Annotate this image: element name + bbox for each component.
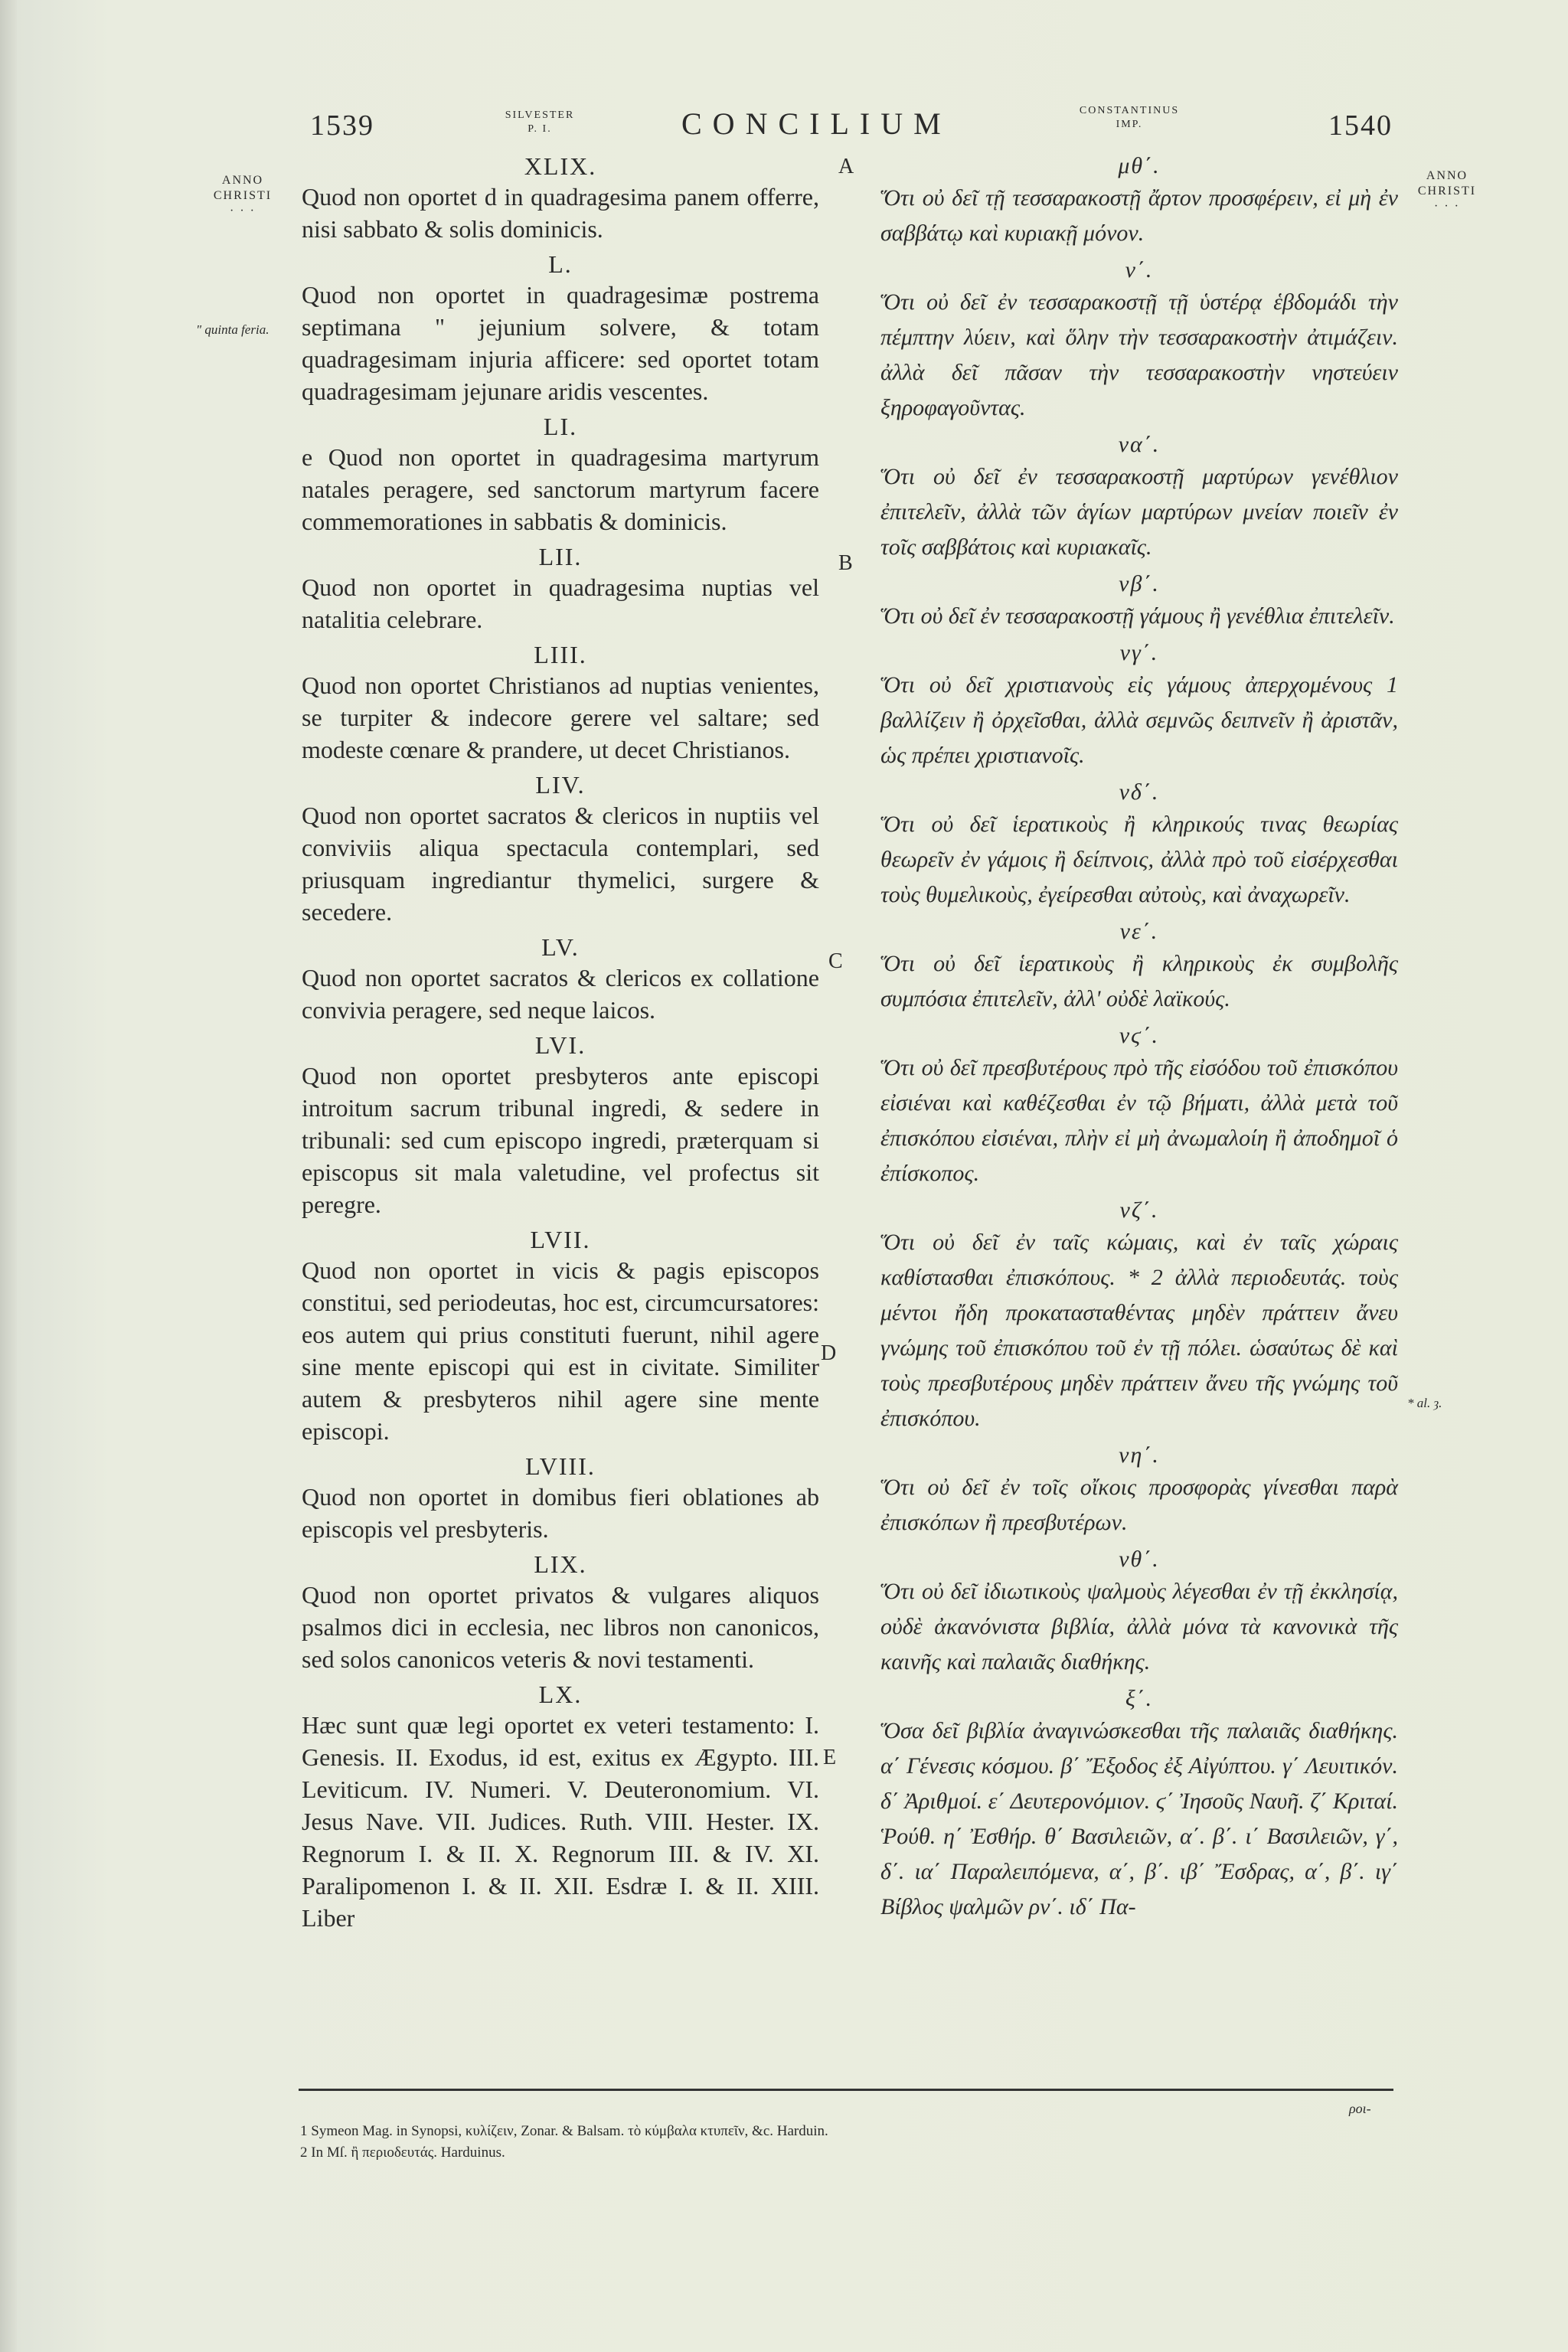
canon-59-greek	[880, 1545, 1398, 1680]
canon-58-greek	[880, 1441, 1398, 1540]
section-letter-c: C	[828, 949, 843, 973]
page-number-right: 1540	[1328, 109, 1393, 142]
christi-label: CHRISTI	[1417, 185, 1477, 198]
footnote-1: 1 Symeon Mag. in Synopsi, κυλίζειν, Zonar. & Balsam. τὸ κύμβαλα κτυπεῖν, &c. Harduin.	[300, 2123, 828, 2139]
canon-57-greek	[880, 1196, 1398, 1436]
footnotes	[300, 2121, 1395, 2164]
canon-text: Ὅτι οὐ δεῖ τῇ τεσσαρακοστῇ ἄρτον προσφέρειν, εἰ μὴ ἐν σαββάτῳ καὶ κυριακῇ μόνον.	[880, 185, 1398, 246]
canon-heading: LIV.	[535, 771, 586, 799]
canon-text: Quod non oportet in quadragesima nuptias vel natalitia celebrare.	[302, 573, 819, 633]
sidenote-left: " quinta feria.	[196, 322, 270, 337]
canon-text: Quod non oportet in quadragesimæ postrema septimana " jejunium solvere, & totam quadragesimam injuria afficere: sed oportet totam quadragesimam jejunare aridis vescentes.	[302, 281, 819, 405]
canon-heading: νϛ΄.	[1119, 1023, 1160, 1048]
canon-text: Ὅτι οὐ δεῖ ἐν ταῖς κώμαις, καὶ ἐν ταῖς χώραις καθίστασθαι ἐπισκόπους. * 2 ἀλλὰ περιοδευτάς. τοὺς μέντοι ἤδη προκατασταθέντας μηδὲν πράττειν ἄνευ γνώμης τοῦ ἐπισκόπου τοῦ ἐν τῇ πόλει. ὡσαύτως δὲ καὶ τοὺς πρεσβυτέρους μηδὲν πράττειν ἄνευ τῆς γνώμης τοῦ ἐπισκόπου.	[880, 1230, 1398, 1431]
canon-heading: ν΄.	[1125, 257, 1154, 283]
canon-49-latin	[302, 152, 819, 245]
canon-51-latin	[302, 412, 819, 537]
anno-label: ANNO	[1426, 169, 1468, 182]
canon-heading: LII.	[538, 543, 583, 570]
canon-text: Hæc sunt quæ legi oportet ex veteri testamento: I. Genesis. II. Exodus, id est, exitus ex Ægypto. III. Leviticum. IV. Numeri. V. Deuteronomium. VI. Jesus Nave. VII. Judices. Ruth. VIII. Hester. IX. Regnorum I. & II. X. Regnorum III. & IV. XI. Paralipomenon I. & II. XII. Esdræ I. & II. XIII. Liber	[302, 1711, 819, 1932]
canon-text: Ὅτι οὐ δεῖ πρεσβυτέρους πρὸ τῆς εἰσόδου τοῦ ἐπισκόπου εἰσιέναι καὶ καθέζεσθαι ἐν τῷ βήματι, ἀλλὰ μετὰ τοῦ ἐπισκόπου εἰσιέναι, πλὴν εἰ μὴ ἀνωμαλοίη ἢ ἀποδημοῖ ὁ ἐπίσκοπος.	[880, 1055, 1398, 1186]
canon-text: Ὅτι οὐ δεῖ ἱερατικοὺς ἢ κληρικούς τινας θεωρίας θεωρεῖν ἐν γάμοις ἢ δείπνοις, ἀλλὰ πρὸ τοῦ εἰσέρχεσθαι τοὺς θυμελικοὺς, ἐγείρεσθαι αὐτοὺς, καὶ ἀναχωρεῖν.	[880, 812, 1398, 907]
canon-text: Ὅτι οὐ δεῖ ἱερατικοὺς ἢ κληρικοὺς ἐκ συμβολῆς συμπόσια ἐπιτελεῖν, ἀλλ' οὐδὲ λαϊκούς.	[880, 951, 1398, 1011]
canon-58-latin	[302, 1452, 819, 1545]
canon-60-latin	[302, 1680, 819, 1934]
canon-55-greek	[880, 917, 1398, 1017]
section-letter-d: D	[821, 1341, 837, 1365]
canon-heading: νβ΄.	[1119, 571, 1160, 596]
canon-heading: LV.	[541, 933, 580, 961]
canon-text: Ὅτι οὐ δεῖ ἐν τοῖς οἴκοις προσφορὰς γίνεσθαι παρὰ ἐπισκόπων ἢ πρεσβυτέρων.	[880, 1475, 1398, 1535]
canon-59-latin	[302, 1550, 819, 1675]
margin-anno-right	[1409, 168, 1485, 214]
catchword: ροι-	[1349, 2101, 1371, 2116]
canon-heading: LIII.	[534, 641, 587, 668]
footnote-rule	[299, 2089, 1393, 2091]
margin-anno-left	[201, 173, 285, 219]
canon-text: Quod non oportet sacratos & clericos in nuptiis vel conviviis aliqua spectacula contemplari, sed priusquam ingrediantur thymelici, surgere & secedere.	[302, 802, 819, 926]
sidenote-right: * al. ȝ.	[1407, 1396, 1442, 1410]
latin-column	[302, 152, 819, 1939]
canon-heading: νζ΄.	[1119, 1197, 1159, 1223]
canon-heading: ξ΄.	[1125, 1686, 1154, 1711]
canon-50-greek	[880, 256, 1398, 426]
canon-60-greek	[880, 1684, 1398, 1925]
canon-heading: να΄.	[1118, 432, 1161, 457]
christi-label: CHRISTI	[213, 189, 273, 202]
section-letter-b: B	[838, 551, 853, 575]
canon-heading: LI.	[543, 413, 578, 440]
canon-text: Quod non oportet presbyteros ante episcopi introitum sacrum tribunal ingredi, & sedere in tribunali: sed cum episcopo ingredi, præterquam si episcopus sit mala valetudine, vel profectus sit peregre.	[302, 1062, 819, 1218]
canon-52-latin	[302, 542, 819, 635]
canon-heading: νθ΄.	[1119, 1547, 1160, 1572]
canon-heading: νγ΄.	[1119, 640, 1159, 665]
anno-label: ANNO	[221, 174, 264, 187]
running-title: CONCILIUM	[681, 106, 952, 141]
canon-heading: νη΄.	[1119, 1442, 1160, 1468]
canon-heading: LX.	[538, 1681, 583, 1708]
greek-column	[880, 152, 1398, 1929]
canon-heading: XLIX.	[524, 152, 597, 180]
canon-55-latin	[302, 933, 819, 1026]
canon-heading: L.	[548, 250, 573, 278]
year-dots: · · ·	[230, 204, 256, 217]
canon-heading: νε΄.	[1119, 919, 1159, 944]
canon-text: Ὅτι οὐ δεῖ ἐν τεσσαρακοστῇ γάμους ἢ γενέθλια ἐπιτελεῖν.	[880, 603, 1395, 629]
canon-text: Ὅσα δεῖ βιβλία ἀναγινώσκεσθαι τῆς παλαιᾶς διαθήκης. α΄ Γένεσις κόσμου. β΄ Ἔξοδος ἐξ Αἰγύπτου. γ΄ Λευιτικόν. δ΄ Ἀριθμοί. ε΄ Δευτερονόμιον. ϛ΄ Ἰησοῦς Ναυῆ. ζ΄ Κριταί. Ῥούθ. η΄ Ἐσθήρ. θ΄ Βασιλειῶν, α΄. β΄. ι΄ Βασιλειῶν, γ΄, δ΄. ια΄ Παραλειπόμενα, α΄, β΄. ιβ΄ Ἔσδρας, α΄, β΄. ιγ΄ Βίβλος ψαλμῶν ρν΄. ιδ΄ Πα-	[880, 1718, 1398, 1919]
canon-heading: LVI.	[534, 1031, 586, 1059]
canon-text: Quod non oportet privatos & vulgares aliquos psalmos dici in ecclesia, nec libros non canonicos, sed solos canonicos veteris & novi testamenti.	[302, 1581, 819, 1673]
canon-52-greek	[880, 570, 1398, 634]
canon-53-latin	[302, 640, 819, 766]
canon-54-latin	[302, 770, 819, 928]
canon-heading: νδ΄.	[1119, 779, 1160, 805]
header-right-line2: IMP.	[1116, 119, 1143, 130]
canon-56-greek	[880, 1021, 1398, 1191]
year-dots: · · ·	[1434, 200, 1460, 213]
canon-heading: LVII.	[530, 1226, 591, 1253]
section-letter-e: E	[823, 1746, 837, 1769]
canon-text: Ὅτι οὐ δεῖ ἐν τεσσαρακοστῇ μαρτύρων γενέθλιον ἐπιτελεῖν, ἀλλὰ τῶν ἁγίων μαρτύρων μνείαν ποιεῖν ἐν τοῖς σαββάτοις καὶ κυριακαῖς.	[880, 464, 1398, 560]
canon-54-greek	[880, 778, 1398, 913]
page-number-left: 1539	[310, 109, 374, 142]
canon-text: Quod non oportet d in quadragesima panem offerre, nisi sabbato & solis dominicis.	[302, 183, 819, 243]
header-right-line1: CONSTANTINUS	[1079, 105, 1180, 116]
canon-53-greek	[880, 639, 1398, 773]
header-left-line2: P. I.	[528, 123, 552, 135]
canon-57-latin	[302, 1225, 819, 1447]
canon-text: Ὅτι οὐ δεῖ ἰδιωτικοὺς ψαλμοὺς λέγεσθαι ἐν τῇ ἐκκλησίᾳ, οὐδὲ ἀκανόνιστα βιβλία, ἀλλὰ μόνα τὰ κανονικὰ τῆς καινῆς καὶ παλαιᾶς διαθήκης.	[880, 1579, 1398, 1674]
canon-text: e Quod non oportet in quadragesima martyrum natales peragere, sed sanctorum martyrum facere commemorationes in sabbatis & dominicis.	[302, 443, 819, 535]
canon-text: Quod non oportet sacratos & clericos ex collatione convivia peragere, sed neque laicos.	[302, 964, 819, 1024]
canon-56-latin	[302, 1031, 819, 1220]
canon-text: Ὅτι οὐ δεῖ ἐν τεσσαρακοστῇ τῇ ὑστέρᾳ ἑβδομάδι τὴν πέμπτην λύειν, καὶ ὅλην τὴν τεσσαρακοστὴν ἀτιμάζειν. ἀλλὰ δεῖ πᾶσαν τὴν τεσσαρακοστὴν νηστεύειν ξηροφαγοῦντας.	[880, 289, 1398, 420]
header-left-line1: SILVESTER	[505, 109, 575, 121]
canon-heading: LIX.	[534, 1550, 587, 1578]
canon-49-greek	[880, 152, 1398, 251]
canon-text: Quod non oportet in domibus fieri oblationes ab episcopis vel presbyteris.	[302, 1483, 819, 1543]
header-left-small	[490, 109, 590, 136]
canon-text: Quod non oportet Christianos ad nuptias venientes, se turpiter & indecore gerere vel saltare; sed modeste cœnare & prandere, ut decet Christianos.	[302, 671, 819, 763]
canon-heading: LVIII.	[525, 1452, 596, 1480]
canon-51-greek	[880, 430, 1398, 565]
canon-text: Quod non oportet in vicis & pagis episcopos constitui, sed periodeutas, hoc est, circumcursatores: eos autem qui prius constituti fuerunt, nihil agere sine mente episcopi qui est in civitate. Similiter autem & presbyteros nihil agere sine mente episcopi.	[302, 1256, 819, 1445]
page-gutter	[0, 0, 17, 2352]
canon-text: Ὅτι οὐ δεῖ χριστιανοὺς εἰς γάμους ἀπερχομένους 1 βαλλίζειν ἢ ὀρχεῖσθαι, ἀλλὰ σεμνῶς δειπνεῖν ἢ ἀριστᾶν, ὡς πρέπει χριστιανοῖς.	[880, 672, 1398, 768]
footnote-2: 2 In Mſ. ἢ περιοδευτάς. Harduinus.	[300, 2145, 505, 2161]
header-right-small	[1049, 104, 1210, 132]
canon-50-latin	[302, 250, 819, 407]
section-letter-a: A	[838, 155, 854, 178]
canon-heading: μθ΄.	[1118, 153, 1161, 178]
